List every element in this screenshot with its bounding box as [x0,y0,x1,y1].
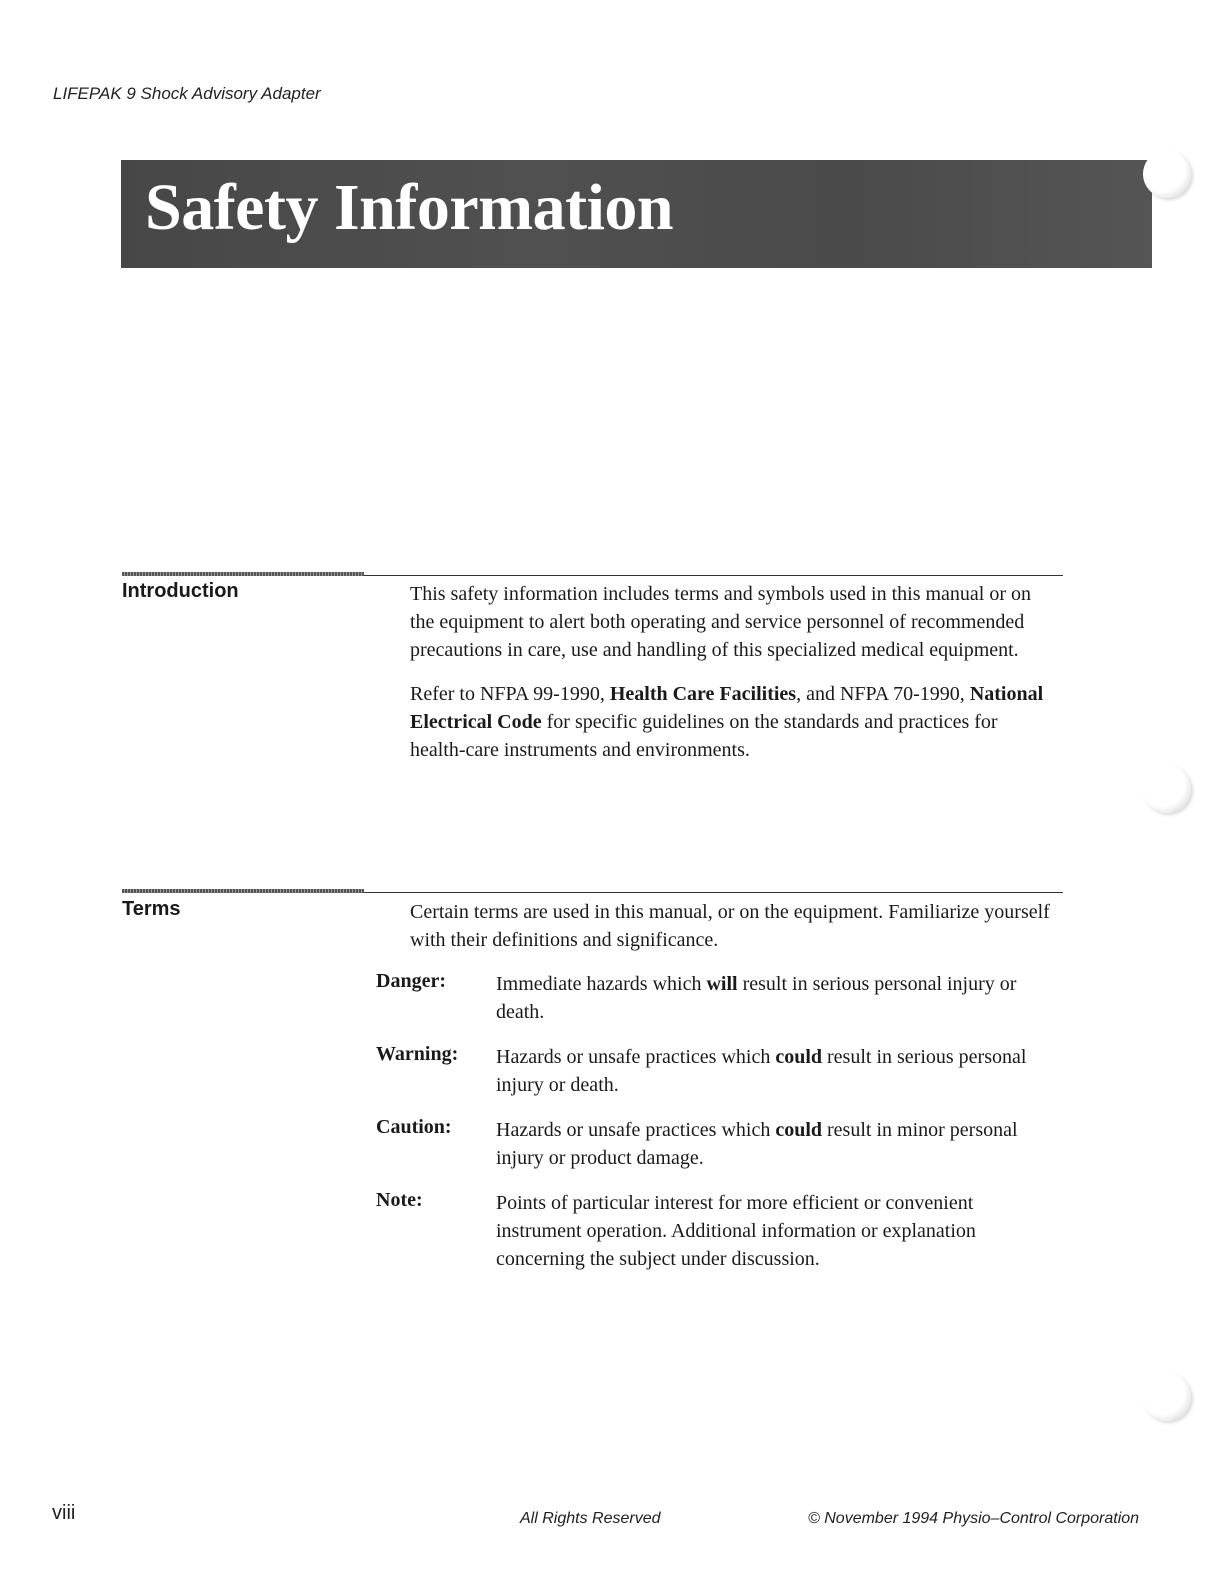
footer-copyright: © November 1994 Physio–Control Corporation [808,1510,1140,1527]
punch-hole-bottom [1143,1373,1191,1421]
introduction-paragraph-1: This safety information includes terms and symbols used in this manual or on the equipment to alert both operating and service personnel of recommended precautions in care, use and handling of this specialized medical equipment. [410,583,1032,661]
introduction-rule-right [364,575,1063,576]
emphasis: could [775,1119,823,1141]
emphasis: could [775,1046,823,1068]
national-electrical-code-title: National Electrical Code [410,683,1044,733]
running-head: LIFEPAK 9 Shock Advisory Adapter [53,84,321,103]
text-span: Immediate hazards which [496,973,707,995]
text-span: result in serious personal injury or death. [496,973,1017,1023]
text-span: , and NFPA 70-1990, [796,683,970,705]
text-span: for specific guidelines on the standards and practices for health-care instruments and environments. [410,711,998,761]
terms-heading: Terms [122,898,181,920]
text-span: Hazards or unsafe practices which [496,1119,776,1141]
term-name: Caution: [376,1116,452,1138]
text-span: result in serious personal injury or death. [496,1046,1027,1096]
text-span: Refer to NFPA 99-1990, [410,683,610,705]
terms-intro [410,898,1055,970]
introduction-heading: Introduction [122,580,239,602]
text-span: Hazards or unsafe practices which [496,1046,776,1068]
term-definition [496,1189,1056,1273]
terms-rule-right [364,892,1063,893]
introduction-body [410,580,1055,780]
term-name: Danger: [376,970,446,992]
terms-rule-left [122,889,364,893]
emphasis: will [706,973,738,995]
text-span: Points of particular interest for more efficient or convenient instrument operation. Additional information or explanation concerning the subject under discussion. [496,1192,976,1270]
punch-hole-middle [1143,765,1191,813]
term-name: Note: [376,1189,423,1211]
term-definition [496,970,1056,1026]
term-definition [496,1116,1056,1172]
footer-rights: All Rights Reserved [520,1510,661,1527]
punch-hole-top [1143,150,1191,198]
term-definition [496,1043,1056,1099]
text-span: result in minor personal injury or product damage. [496,1119,1018,1169]
terms-intro-text: Certain terms are used in this manual, or on the equipment. Familiarize yourself with their definitions and significance. [410,901,1050,951]
page-title: Safety Information [145,171,674,244]
introduction-rule-left [122,572,364,576]
title-band [121,160,1152,268]
term-name: Warning: [376,1043,459,1065]
page-number: viii [52,1502,76,1524]
introduction-paragraph-2 [410,680,1055,764]
health-care-facilities-title: Health Care Facilities [609,683,797,705]
